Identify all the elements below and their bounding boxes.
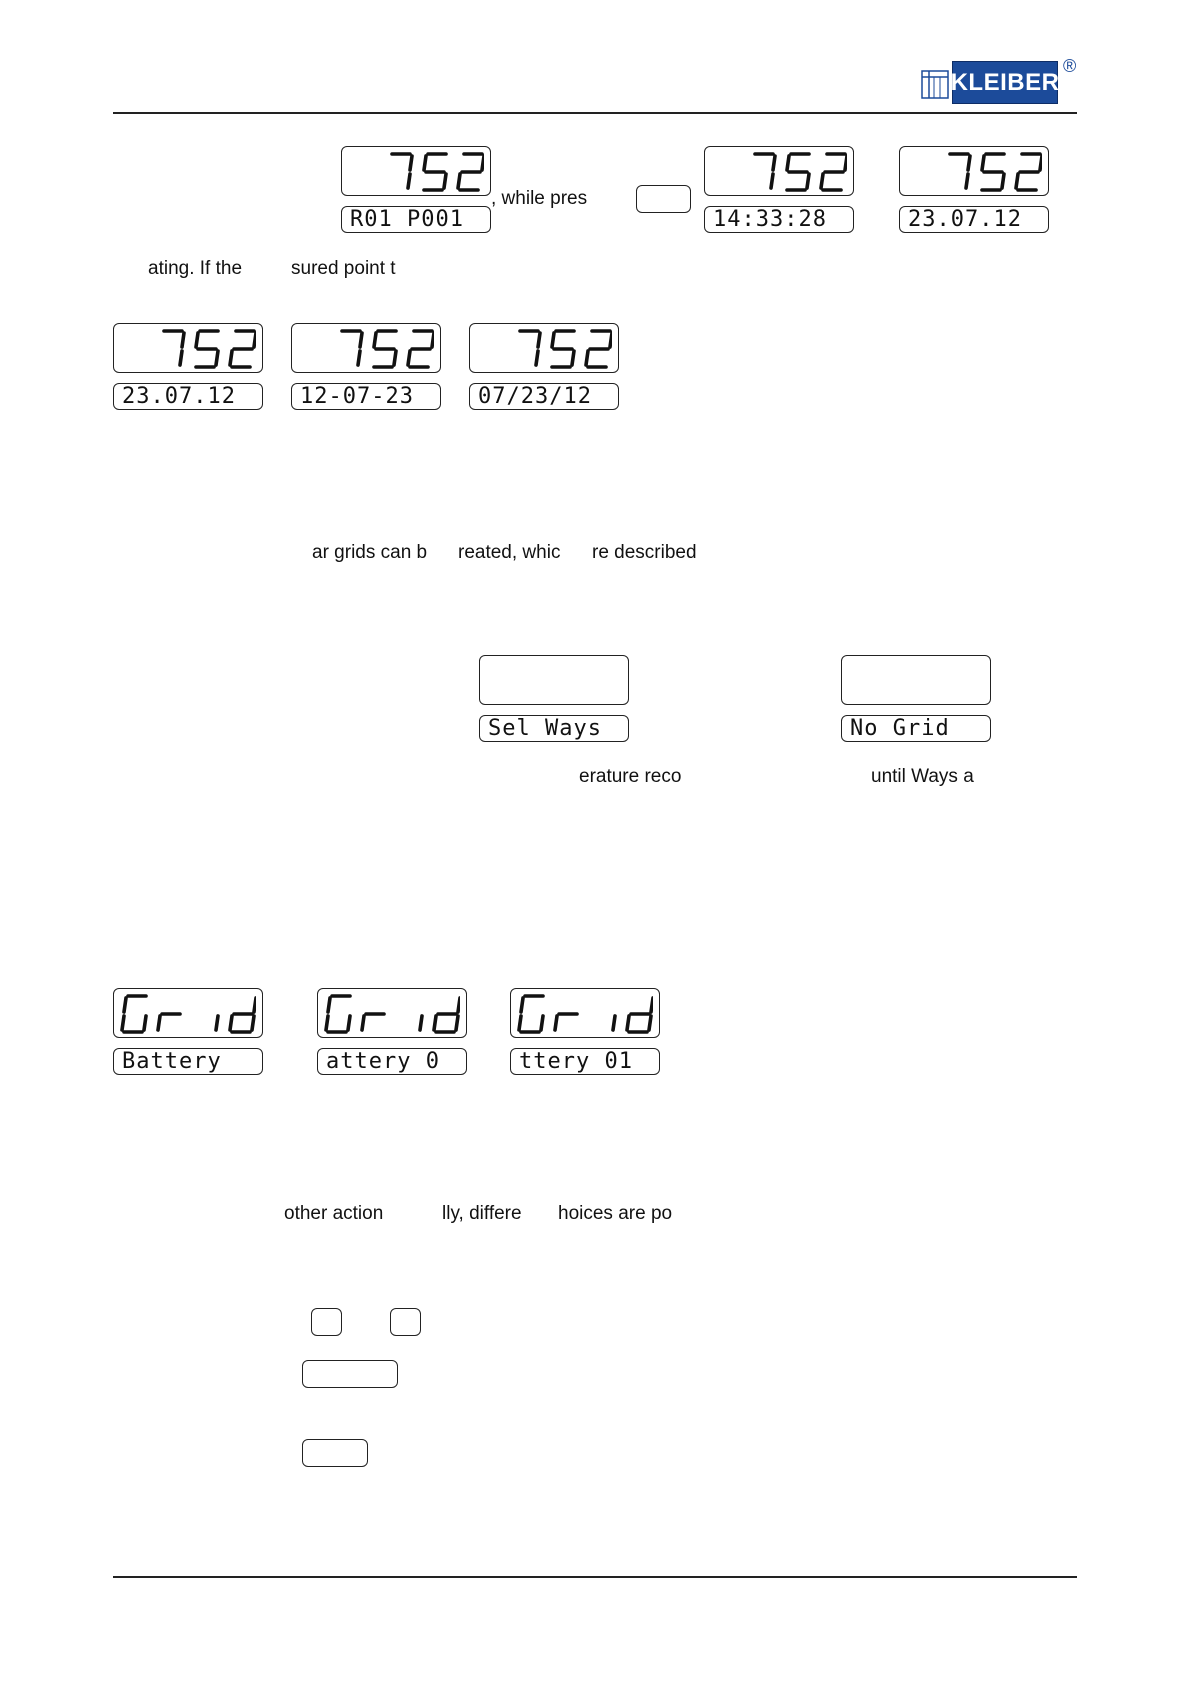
segment-b bbox=[410, 156, 412, 170]
body-text-fragment: ating. If the bbox=[148, 258, 243, 279]
lcd-upper-segment-area bbox=[113, 323, 263, 373]
segment-b bbox=[773, 156, 775, 170]
lcd-text-line: ttery 01 bbox=[510, 1048, 660, 1075]
segment-f bbox=[424, 156, 426, 170]
segment-c bbox=[216, 351, 218, 365]
segment-c bbox=[420, 1016, 422, 1030]
segment-b bbox=[651, 998, 653, 1012]
seven-segment-value bbox=[146, 326, 256, 372]
segment-c bbox=[572, 351, 574, 365]
segment-f bbox=[124, 998, 126, 1012]
segment-b bbox=[432, 333, 434, 347]
body-text-fragment: hoices are po bbox=[558, 1203, 673, 1224]
segment-c bbox=[541, 1016, 543, 1030]
body-text-fragment: reated, whic bbox=[458, 542, 561, 563]
seven-segment-value bbox=[116, 991, 256, 1037]
segment-c bbox=[444, 174, 446, 188]
body-text-fragment: other action bbox=[284, 1203, 384, 1224]
seven-segment-value bbox=[932, 149, 1042, 195]
body-text-fragment: , while pres bbox=[491, 188, 588, 209]
body-text-fragment: sured point t bbox=[291, 258, 396, 279]
segment-f bbox=[196, 333, 198, 347]
segment-e bbox=[1016, 174, 1018, 188]
key-button-icon bbox=[311, 1308, 342, 1336]
segment-b bbox=[182, 333, 184, 347]
segment-b bbox=[610, 333, 612, 347]
segment-e bbox=[122, 1016, 124, 1030]
body-text-fragment: ar grids can b bbox=[312, 542, 428, 563]
segment-e bbox=[519, 1016, 521, 1030]
segment-e bbox=[458, 174, 460, 188]
key-button-icon bbox=[390, 1308, 421, 1336]
segment-f bbox=[521, 998, 523, 1012]
key-button-icon bbox=[302, 1439, 368, 1467]
segment-e bbox=[627, 1016, 629, 1030]
lcd-text-line: 23.07.12 bbox=[113, 383, 263, 410]
key-button-icon bbox=[302, 1360, 398, 1388]
lcd-text-line: 07/23/12 bbox=[469, 383, 619, 410]
segment-b bbox=[968, 156, 970, 170]
header-rule bbox=[113, 112, 1077, 114]
lcd-upper-segment-area bbox=[341, 146, 491, 196]
seven-segment-value bbox=[320, 991, 460, 1037]
lcd-text-line: 14:33:28 bbox=[704, 206, 854, 233]
segment-c bbox=[456, 1016, 458, 1030]
segment-b bbox=[360, 333, 362, 347]
kleiber-emblem-icon bbox=[921, 68, 949, 100]
segment-e bbox=[821, 174, 823, 188]
lcd-text-line: Battery bbox=[113, 1048, 263, 1075]
segment-b bbox=[482, 156, 484, 170]
lcd-upper-segment-area bbox=[510, 988, 660, 1038]
segment-c bbox=[966, 174, 968, 188]
segment-f bbox=[328, 998, 330, 1012]
segment-e bbox=[230, 351, 232, 365]
lcd-text-line: 23.07.12 bbox=[899, 206, 1049, 233]
lcd-text-line: R01 P001 bbox=[341, 206, 491, 233]
segment-c bbox=[358, 351, 360, 365]
segment-f bbox=[787, 156, 789, 170]
key-button-icon bbox=[636, 185, 691, 213]
segment-c bbox=[144, 1016, 146, 1030]
segment-e bbox=[408, 351, 410, 365]
body-text-fragment: re described bbox=[592, 542, 697, 563]
segment-c bbox=[771, 174, 773, 188]
lcd-upper-segment-area bbox=[479, 655, 629, 705]
footer-rule bbox=[113, 1576, 1077, 1578]
logo-text: KLEIBER bbox=[950, 68, 1060, 96]
segment-c bbox=[180, 351, 182, 365]
seven-segment-value bbox=[324, 326, 434, 372]
segment-e bbox=[434, 1016, 436, 1030]
lcd-text-line: No Grid bbox=[841, 715, 991, 742]
segment-c bbox=[408, 174, 410, 188]
seven-segment-value bbox=[513, 991, 653, 1037]
segment-f bbox=[374, 333, 376, 347]
segment-c bbox=[536, 351, 538, 365]
body-text-fragment: until Ways a bbox=[871, 766, 974, 787]
lcd-text-line: 12-07-23 bbox=[291, 383, 441, 410]
lcd-upper-segment-area bbox=[469, 323, 619, 373]
body-text-fragment: lly, differe bbox=[442, 1203, 522, 1224]
segment-c bbox=[613, 1016, 615, 1030]
seven-segment-value bbox=[502, 326, 612, 372]
segment-e bbox=[158, 1016, 160, 1030]
lcd-upper-segment-area bbox=[899, 146, 1049, 196]
lcd-text-line: Sel Ways bbox=[479, 715, 629, 742]
segment-b bbox=[1040, 156, 1042, 170]
segment-e bbox=[362, 1016, 364, 1030]
segment-c bbox=[1002, 174, 1004, 188]
segment-e bbox=[586, 351, 588, 365]
segment-e bbox=[326, 1016, 328, 1030]
lcd-upper-segment-area bbox=[317, 988, 467, 1038]
segment-c bbox=[216, 1016, 218, 1030]
segment-c bbox=[649, 1016, 651, 1030]
segment-e bbox=[230, 1016, 232, 1030]
lcd-upper-segment-area bbox=[841, 655, 991, 705]
segment-b bbox=[254, 998, 256, 1012]
lcd-upper-segment-area bbox=[704, 146, 854, 196]
segment-c bbox=[807, 174, 809, 188]
segment-b bbox=[538, 333, 540, 347]
seven-segment-value bbox=[374, 149, 484, 195]
segment-b bbox=[458, 998, 460, 1012]
lcd-upper-segment-area bbox=[113, 988, 263, 1038]
segment-f bbox=[982, 156, 984, 170]
segment-e bbox=[555, 1016, 557, 1030]
lcd-upper-segment-area bbox=[291, 323, 441, 373]
seven-segment-value bbox=[737, 149, 847, 195]
segment-c bbox=[348, 1016, 350, 1030]
lcd-text-line: attery 0 bbox=[317, 1048, 467, 1075]
segment-c bbox=[252, 1016, 254, 1030]
segment-b bbox=[845, 156, 847, 170]
registered-mark: ® bbox=[1063, 56, 1077, 76]
kleiber-logo bbox=[952, 61, 1058, 104]
segment-b bbox=[254, 333, 256, 347]
segment-f bbox=[552, 333, 554, 347]
segment-c bbox=[394, 351, 396, 365]
body-text-fragment: erature reco bbox=[579, 766, 682, 787]
